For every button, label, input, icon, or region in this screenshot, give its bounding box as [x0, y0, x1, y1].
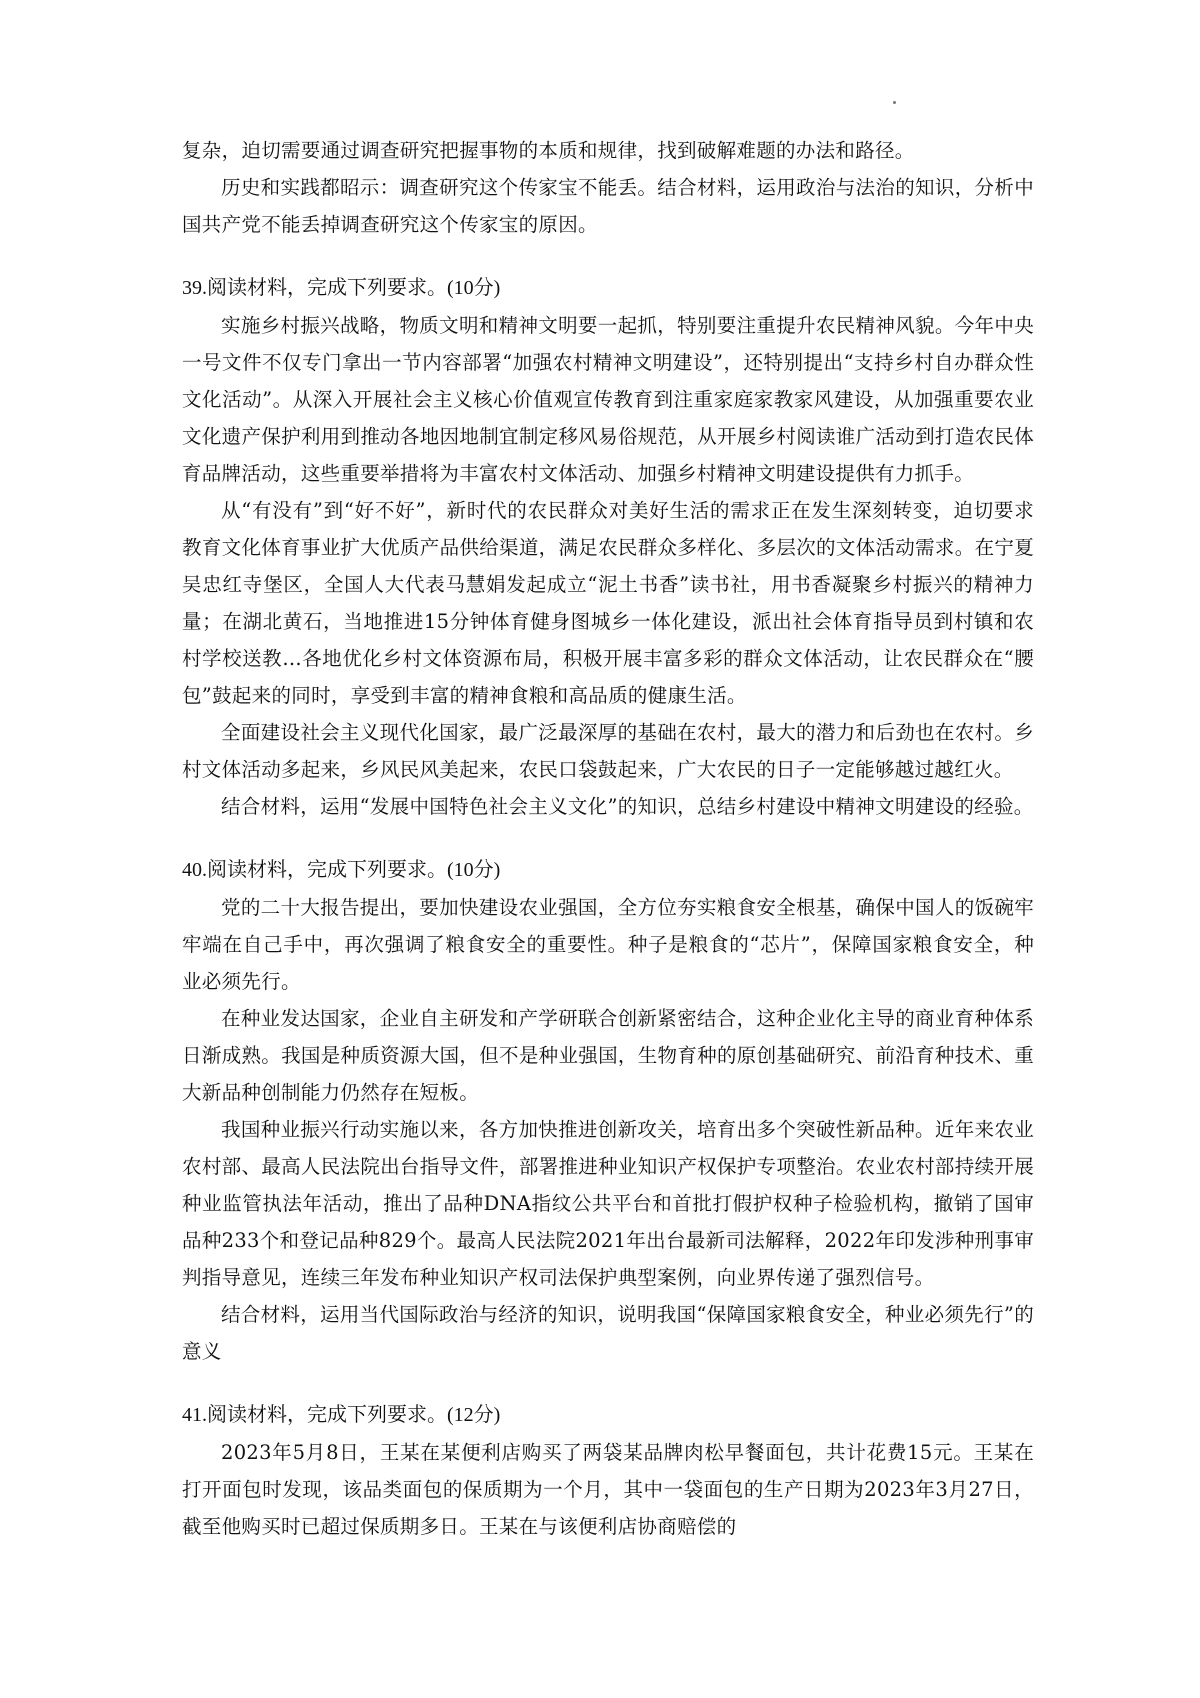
question-39-paragraph-1: 实施乡村振兴战略，物质文明和精神文明要一起抓，特别要注重提升农民精神风貌。今年中央一号文件不仅专门拿出一节内容部署“加强农村精神文明建设”，还特别提出“支持乡村自办群众性文化活动”。从深入开展社会主义核心价值观宣传教育到注重家庭家教家风建设，从加强重要农业文化遗产保护利用到推动各地因地制宜制定移风易俗规范，从开展乡村阅读谁广活动到打造农民体育品牌活动，这些重要举措将为丰富农村文体活动、加强乡村精神文明建设提供有力抓手。: [182, 314, 1034, 485]
document-page: [182, 132, 1034, 1545]
question-40-paragraph-1: 党的二十大报告提出，要加快建设农业强国，全方位夯实粮食安全根基，确保中国人的饭碗牢牢端在自己手中，再次强调了粮食安全的重要性。种子是粮食的“芯片”，保障国家粮食安全，种业必须先行。: [182, 896, 1034, 993]
continuation-line: 复杂，迫切需要通过调查研究把握事物的本质和规律，找到破解难题的办法和路径。: [182, 139, 915, 162]
question-41: [182, 1397, 1034, 1545]
question-39-paragraph-2: 从“有没有”到“好不好”，新时代的农民群众对美好生活的需求正在发生深刻转变，迫切要求教育文化体育事业扩大优质产品供给渠道，满足农民群众多样化、多层次的文体活动需求。在宁夏吴忠红寺堡区，全国人大代表马慧娟发起成立“泥土书香”读书社，用书香凝聚乡村振兴的精神力量；在湖北黄石，当地推进15分钟体育健身图城乡一体化建设，派出社会体育指导员到村镇和农村学校送教…各地优化乡村文体资源布局，积极开展丰富多彩的群众文体活动，让农民群众在“腰包”鼓起来的同时，享受到丰富的精神食粮和高品质的健康生活。: [182, 499, 1034, 707]
question-40: [182, 852, 1034, 1370]
scan-speck: [893, 101, 896, 104]
continuation-prompt: 历史和实践都昭示：调查研究这个传家宝不能丢。结合材料，运用政治与法治的知识，分析中国共产党不能丢掉调查研究这个传家宝的原因。: [182, 176, 1034, 236]
previous-question-continuation: [182, 132, 1034, 243]
question-40-prompt: 结合材料，运用当代国际政治与经济的知识，说明我国“保障国家粮食安全，种业必须先行”的意义: [182, 1303, 1034, 1363]
question-39-header: 39.阅读材料，完成下列要求。(10分): [182, 277, 501, 299]
question-39-prompt: 结合材料，运用“发展中国特色社会主义文化”的知识，总结乡村建设中精神文明建设的经验。: [221, 795, 1034, 818]
question-40-header: 40.阅读材料，完成下列要求。(10分): [182, 859, 501, 881]
question-40-paragraph-3: 我国种业振兴行动实施以来，各方加快推进创新攻关，培育出多个突破性新品种。近年来农业农村部、最高人民法院出台指导文件，部署推进种业知识产权保护专项整治。农业农村部持续开展种业监管执法年活动，推出了品种DNA指纹公共平台和首批打假护权种子检验机构，撤销了国审品种233个和登记品种829个。最高人民法院2021年出台最新司法解释，2022年印发涉种刑事审判指导意见，连续三年发布种业知识产权司法保护典型案例，向业界传递了强烈信号。: [182, 1118, 1034, 1289]
question-41-paragraph-1: 2023年5月8日，王某在某便利店购买了两袋某品牌肉松早餐面包，共计花费15元。王某在打开面包时发现，该品类面包的保质期为一个月，其中一袋面包的生产日期为2023年3月27日，截至他购买时已超过保质期多日。王某在与该便利店协商赔偿的: [182, 1441, 1034, 1538]
question-39: [182, 270, 1034, 825]
question-39-paragraph-3: 全面建设社会主义现代化国家，最广泛最深厚的基础在农村，最大的潜力和后劲也在农村。乡村文体活动多起来，乡风民风美起来，农民口袋鼓起来，广大农民的日子一定能够越过越红火。: [182, 721, 1034, 781]
question-40-paragraph-2: 在种业发达国家，企业自主研发和产学研联合创新紧密结合，这种企业化主导的商业育种体系日渐成熟。我国是种质资源大国，但不是种业强国，生物育种的原创基础研究、前沿育种技术、重大新品种创制能力仍然存在短板。: [182, 1007, 1034, 1104]
question-41-header: 41.阅读材料，完成下列要求。(12分): [182, 1404, 501, 1426]
